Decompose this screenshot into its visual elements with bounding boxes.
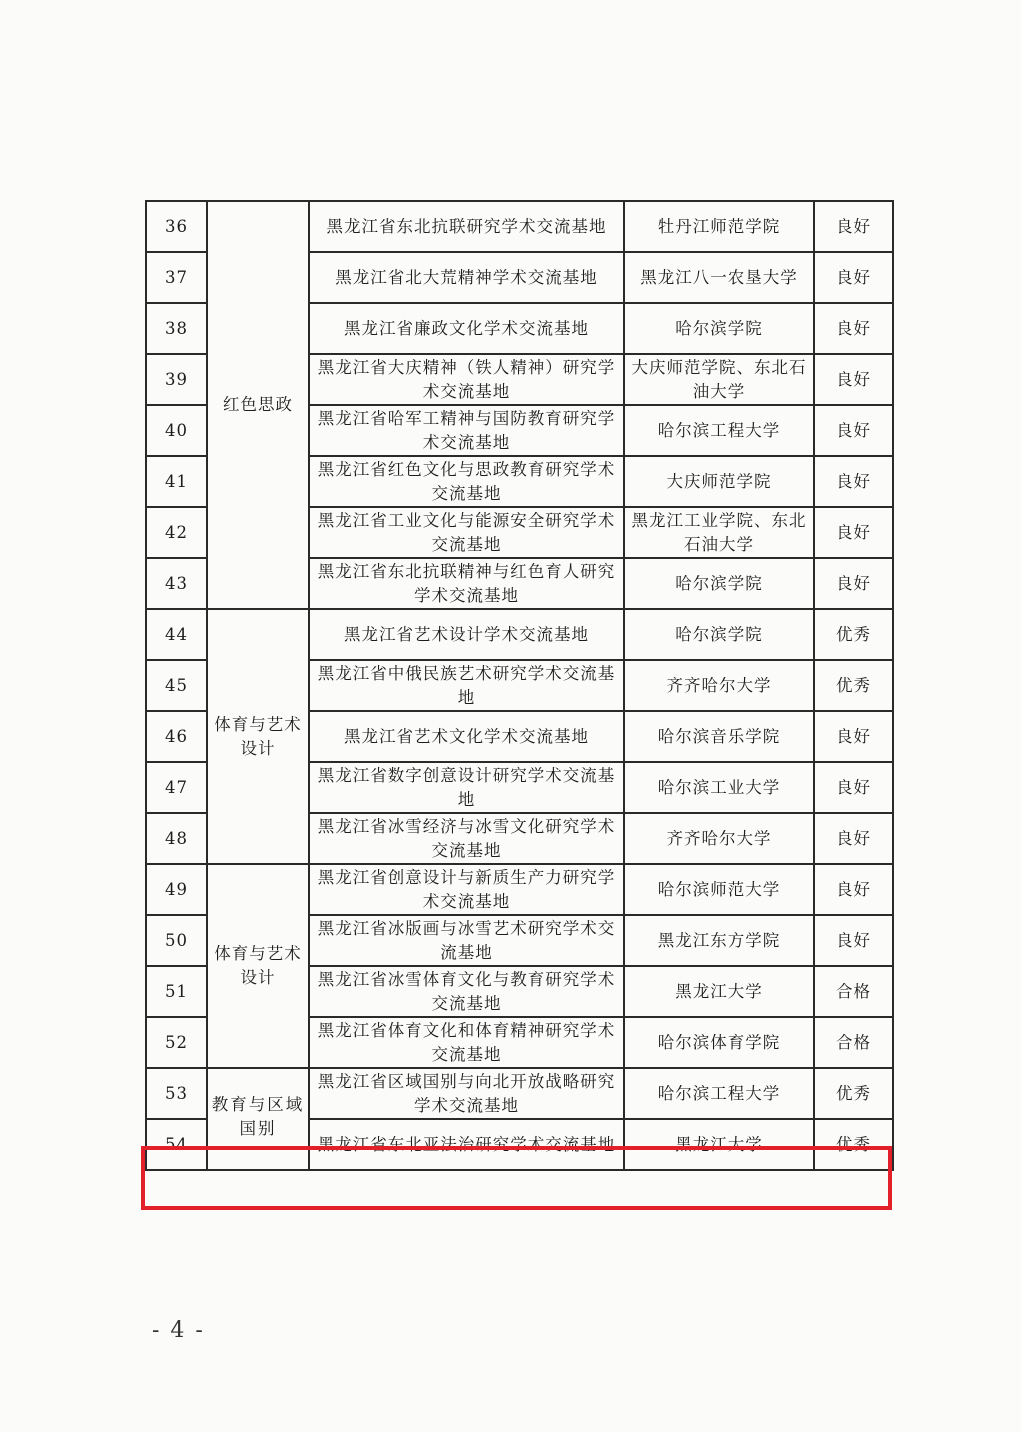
rating: 优秀: [814, 1068, 893, 1119]
host-unit: 黑龙江大学: [624, 1119, 814, 1170]
evaluation-table: [145, 200, 894, 1171]
highlight-box: [141, 1146, 892, 1210]
base-name: 黑龙江省中俄民族艺术研究学术交流基地: [309, 660, 624, 711]
host-unit: 黑龙江八一农垦大学: [624, 252, 814, 303]
row-number: 54: [146, 1119, 207, 1170]
base-name: 黑龙江省东北抗联研究学术交流基地: [309, 201, 624, 252]
base-name: 黑龙江省红色文化与思政教育研究学术交流基地: [309, 456, 624, 507]
base-name: 黑龙江省大庆精神（铁人精神）研究学术交流基地: [309, 354, 624, 405]
table-row: [146, 609, 893, 660]
host-unit: 哈尔滨师范大学: [624, 864, 814, 915]
base-name: 黑龙江省廉政文化学术交流基地: [309, 303, 624, 354]
base-name: 黑龙江省区域国别与向北开放战略研究学术交流基地: [309, 1068, 624, 1119]
rating: 良好: [814, 558, 893, 609]
row-number: 37: [146, 252, 207, 303]
rating: 良好: [814, 864, 893, 915]
host-unit: 哈尔滨工程大学: [624, 405, 814, 456]
host-unit: 黑龙江工业学院、东北石油大学: [624, 507, 814, 558]
rating: 良好: [814, 303, 893, 354]
row-number: 36: [146, 201, 207, 252]
host-unit: 黑龙江大学: [624, 966, 814, 1017]
base-name: 黑龙江省东北亚法治研究学术交流基地: [309, 1119, 624, 1170]
row-number: 38: [146, 303, 207, 354]
row-number: 50: [146, 915, 207, 966]
page-number: - 4 -: [152, 1318, 205, 1343]
base-name: 黑龙江省北大荒精神学术交流基地: [309, 252, 624, 303]
host-unit: 哈尔滨工程大学: [624, 1068, 814, 1119]
table-row: [146, 864, 893, 915]
rating: 优秀: [814, 660, 893, 711]
base-name: 黑龙江省艺术设计学术交流基地: [309, 609, 624, 660]
row-number: 52: [146, 1017, 207, 1068]
row-number: 51: [146, 966, 207, 1017]
row-number: 41: [146, 456, 207, 507]
base-name: 黑龙江省数字创意设计研究学术交流基地: [309, 762, 624, 813]
host-unit: 大庆师范学院: [624, 456, 814, 507]
rating: 合格: [814, 966, 893, 1017]
base-name: 黑龙江省冰雪体育文化与教育研究学术交流基地: [309, 966, 624, 1017]
base-name: 黑龙江省哈军工精神与国防教育研究学术交流基地: [309, 405, 624, 456]
row-number: 44: [146, 609, 207, 660]
row-number: 48: [146, 813, 207, 864]
rating: 良好: [814, 507, 893, 558]
host-unit: 牡丹江师范学院: [624, 201, 814, 252]
rating: 良好: [814, 915, 893, 966]
row-number: 45: [146, 660, 207, 711]
row-number: 46: [146, 711, 207, 762]
host-unit: 哈尔滨学院: [624, 609, 814, 660]
host-unit: 齐齐哈尔大学: [624, 660, 814, 711]
category-cell: 红色思政: [207, 201, 309, 609]
table-row: [146, 1068, 893, 1119]
category-cell: 体育与艺术设计: [207, 864, 309, 1068]
category-label: 教育与区域国别: [211, 1095, 305, 1138]
base-name: 黑龙江省创意设计与新质生产力研究学术交流基地: [309, 864, 624, 915]
rating: 良好: [814, 201, 893, 252]
rating: 良好: [814, 252, 893, 303]
row-number: 49: [146, 864, 207, 915]
host-unit: 齐齐哈尔大学: [624, 813, 814, 864]
rating: 良好: [814, 711, 893, 762]
rating: 良好: [814, 405, 893, 456]
base-name: 黑龙江省工业文化与能源安全研究学术交流基地: [309, 507, 624, 558]
rating: 合格: [814, 1017, 893, 1068]
category-cell: 体育与艺术设计: [207, 609, 309, 864]
rating: 优秀: [814, 609, 893, 660]
host-unit: 哈尔滨学院: [624, 558, 814, 609]
host-unit: 哈尔滨音乐学院: [624, 711, 814, 762]
rating: 良好: [814, 456, 893, 507]
row-number: 43: [146, 558, 207, 609]
rating: 良好: [814, 813, 893, 864]
base-name: 黑龙江省艺术文化学术交流基地: [309, 711, 624, 762]
base-name: 黑龙江省冰版画与冰雪艺术研究学术交流基地: [309, 915, 624, 966]
row-number: 47: [146, 762, 207, 813]
rating: 良好: [814, 354, 893, 405]
base-name: 黑龙江省东北抗联精神与红色育人研究学术交流基地: [309, 558, 624, 609]
row-number: 42: [146, 507, 207, 558]
host-unit: 哈尔滨体育学院: [624, 1017, 814, 1068]
base-name: 黑龙江省冰雪经济与冰雪文化研究学术交流基地: [309, 813, 624, 864]
host-unit: 黑龙江东方学院: [624, 915, 814, 966]
host-unit: 哈尔滨工业大学: [624, 762, 814, 813]
host-unit: 哈尔滨学院: [624, 303, 814, 354]
rating: 良好: [814, 762, 893, 813]
row-number: 39: [146, 354, 207, 405]
base-name: 黑龙江省体育文化和体育精神研究学术交流基地: [309, 1017, 624, 1068]
row-number: 40: [146, 405, 207, 456]
rating: 优秀: [814, 1119, 893, 1170]
row-number: 53: [146, 1068, 207, 1119]
table-row: [146, 201, 893, 252]
host-unit: 大庆师范学院、东北石油大学: [624, 354, 814, 405]
